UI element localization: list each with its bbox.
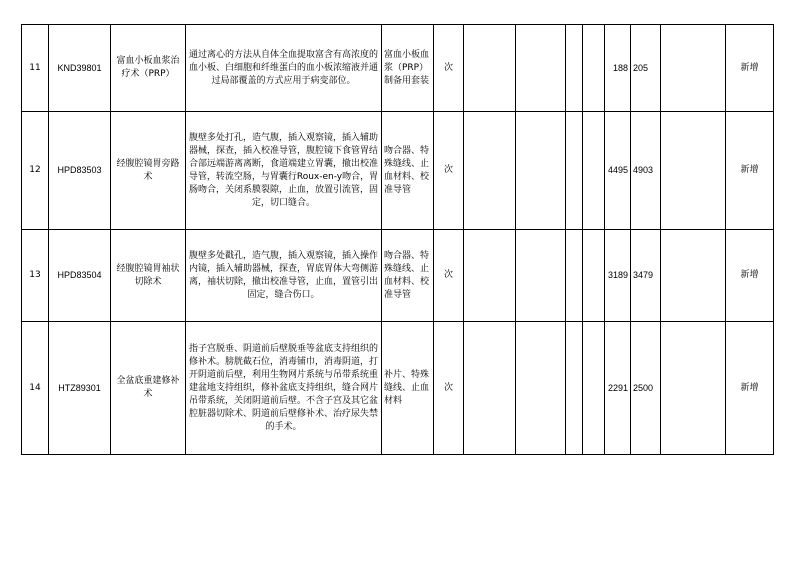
item-description: 指子宫脱垂、阴道前后壁脱垂等盆底支持组织的修补术。膀胱截石位，消毒铺巾，消毒阴道，打开阴道前后壁，利用生物网片系统与吊带系统重建盆地支持组织，修补盆底支持组织，缝合网片吊带系统，关闭阴道前后壁。不含子宫及其它盆腔脏器切除术、阴道前后壁修补术、治疗尿失禁的手术。 <box>186 322 382 455</box>
empty-cell <box>566 112 583 230</box>
price-value-1: 2291 <box>605 322 631 455</box>
empty-cell <box>464 112 516 230</box>
item-name: 富血小板血浆治疗术（PRP） <box>111 25 186 112</box>
item-code: HTZ89301 <box>49 322 111 455</box>
item-code: HPD83503 <box>49 112 111 230</box>
remark: 新增 <box>726 112 774 230</box>
empty-cell <box>583 230 605 322</box>
empty-cell <box>464 230 516 322</box>
empty-cell <box>516 112 566 230</box>
excluded-items: 补片、特殊缝线、止血材料 <box>382 322 434 455</box>
row-number: 11 <box>22 25 49 112</box>
excluded-items: 富血小板血浆（PRP）制备用套装 <box>382 25 434 112</box>
excluded-items: 吻合器、特殊缝线、止血材料、校准导管 <box>382 230 434 322</box>
empty-cell <box>583 322 605 455</box>
price-value-1: 4495 <box>605 112 631 230</box>
row-number: 14 <box>22 322 49 455</box>
table-row <box>22 322 774 455</box>
price-value-2: 3479 <box>631 230 661 322</box>
item-name: 全盆底重建修补术 <box>111 322 186 455</box>
empty-cell <box>516 230 566 322</box>
row-number: 12 <box>22 112 49 230</box>
price-value-2: 4903 <box>631 112 661 230</box>
empty-cell <box>661 230 726 322</box>
price-table <box>21 24 774 455</box>
empty-cell <box>464 25 516 112</box>
price-value-1: 188 <box>605 25 631 112</box>
price-value-2: 205 <box>631 25 661 112</box>
pricing-unit: 次 <box>434 230 464 322</box>
table-row <box>22 112 774 230</box>
item-name: 经腹腔镜胃旁路术 <box>111 112 186 230</box>
empty-cell <box>566 25 583 112</box>
empty-cell <box>464 322 516 455</box>
remark: 新增 <box>726 230 774 322</box>
empty-cell <box>566 322 583 455</box>
empty-cell <box>583 112 605 230</box>
item-name: 经腹腔镜胃袖状切除术 <box>111 230 186 322</box>
pricing-unit: 次 <box>434 322 464 455</box>
pricing-unit: 次 <box>434 112 464 230</box>
pricing-unit: 次 <box>434 25 464 112</box>
table-row <box>22 230 774 322</box>
empty-cell <box>516 322 566 455</box>
item-description: 腹壁多处打孔，造气腹，插入观察镜，插入辅助器械，探查，插入校准导管，腹腔镜下食管胃结合部远端游离离断，食道端建立胃囊，撤出校准导管，转流空肠，与胃囊行Roux-en-y吻合，胃肠吻合，关闭系膜裂隙，止血，放置引流管，固定，切口缝合。 <box>186 112 382 230</box>
empty-cell <box>566 230 583 322</box>
empty-cell <box>583 25 605 112</box>
item-description: 腹壁多处戳孔，造气腹，插入观察镜，插入操作内镜，插入辅助器械，探查，胃底胃体大弯侧游离，袖状切除，撤出校准导管，止血，置管引出固定，缝合伤口。 <box>186 230 382 322</box>
row-number: 13 <box>22 230 49 322</box>
empty-cell <box>661 322 726 455</box>
price-value-1: 3189 <box>605 230 631 322</box>
item-code: KND39801 <box>49 25 111 112</box>
remark: 新增 <box>726 322 774 455</box>
price-table-sheet <box>21 24 774 455</box>
remark: 新增 <box>726 25 774 112</box>
empty-cell <box>516 25 566 112</box>
empty-cell <box>661 112 726 230</box>
price-value-2: 2500 <box>631 322 661 455</box>
table-row <box>22 25 774 112</box>
item-description: 通过离心的方法从自体全血提取富含有高浓度的血小板、白细胞和纤维蛋白的血小板浓缩液并通过局部覆盖的方式应用于病变部位。 <box>186 25 382 112</box>
empty-cell <box>661 25 726 112</box>
item-code: HPD83504 <box>49 230 111 322</box>
excluded-items: 吻合器、特殊缝线、止血材料、校准导管 <box>382 112 434 230</box>
